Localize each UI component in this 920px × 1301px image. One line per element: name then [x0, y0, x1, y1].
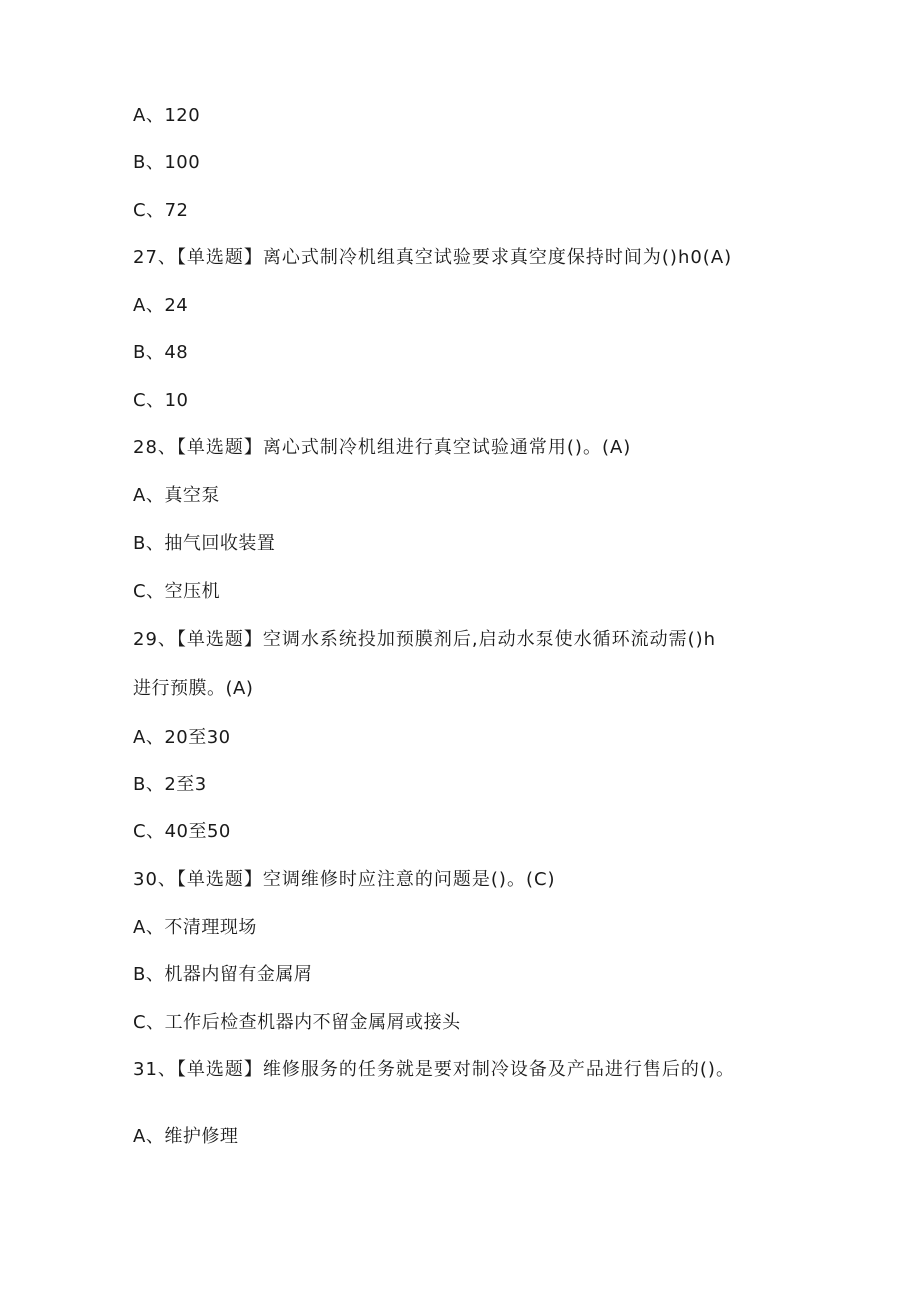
option-line: A、维护修理 [133, 1126, 239, 1147]
option-line: C、10 [133, 390, 189, 411]
question-continuation-line: 进行预膜。(A) [133, 678, 254, 699]
option-line: C、40至50 [133, 821, 231, 842]
option-line: A、20至30 [133, 727, 231, 748]
option-line: B、2至3 [133, 774, 207, 795]
option-line: C、工作后检查机器内不留金属屑或接头 [133, 1012, 461, 1033]
question-line: 27、【单选题】离心式制冷机组真空试验要求真空度保持时间为()h0(A) [133, 247, 733, 268]
option-line: A、不清理现场 [133, 917, 257, 938]
option-line: B、48 [133, 342, 189, 363]
option-line: A、24 [133, 295, 189, 316]
question-line: 30、【单选题】空调维修时应注意的问题是()。(C) [133, 869, 556, 890]
option-line: A、真空泵 [133, 485, 220, 506]
option-line: B、抽气回收装置 [133, 533, 276, 554]
question-line: 29、【单选题】空调水系统投加预膜剂后,启动水泵使水循环流动需()h [133, 629, 717, 650]
option-line: C、72 [133, 200, 189, 221]
option-line: B、100 [133, 152, 201, 173]
question-line: 28、【单选题】离心式制冷机组进行真空试验通常用()。(A) [133, 437, 632, 458]
option-line: B、机器内留有金属屑 [133, 964, 313, 985]
option-line: A、120 [133, 105, 201, 126]
option-line: C、空压机 [133, 581, 221, 602]
question-line: 31、【单选题】维修服务的任务就是要对制冷设备及产品进行售后的()。 [133, 1059, 735, 1080]
